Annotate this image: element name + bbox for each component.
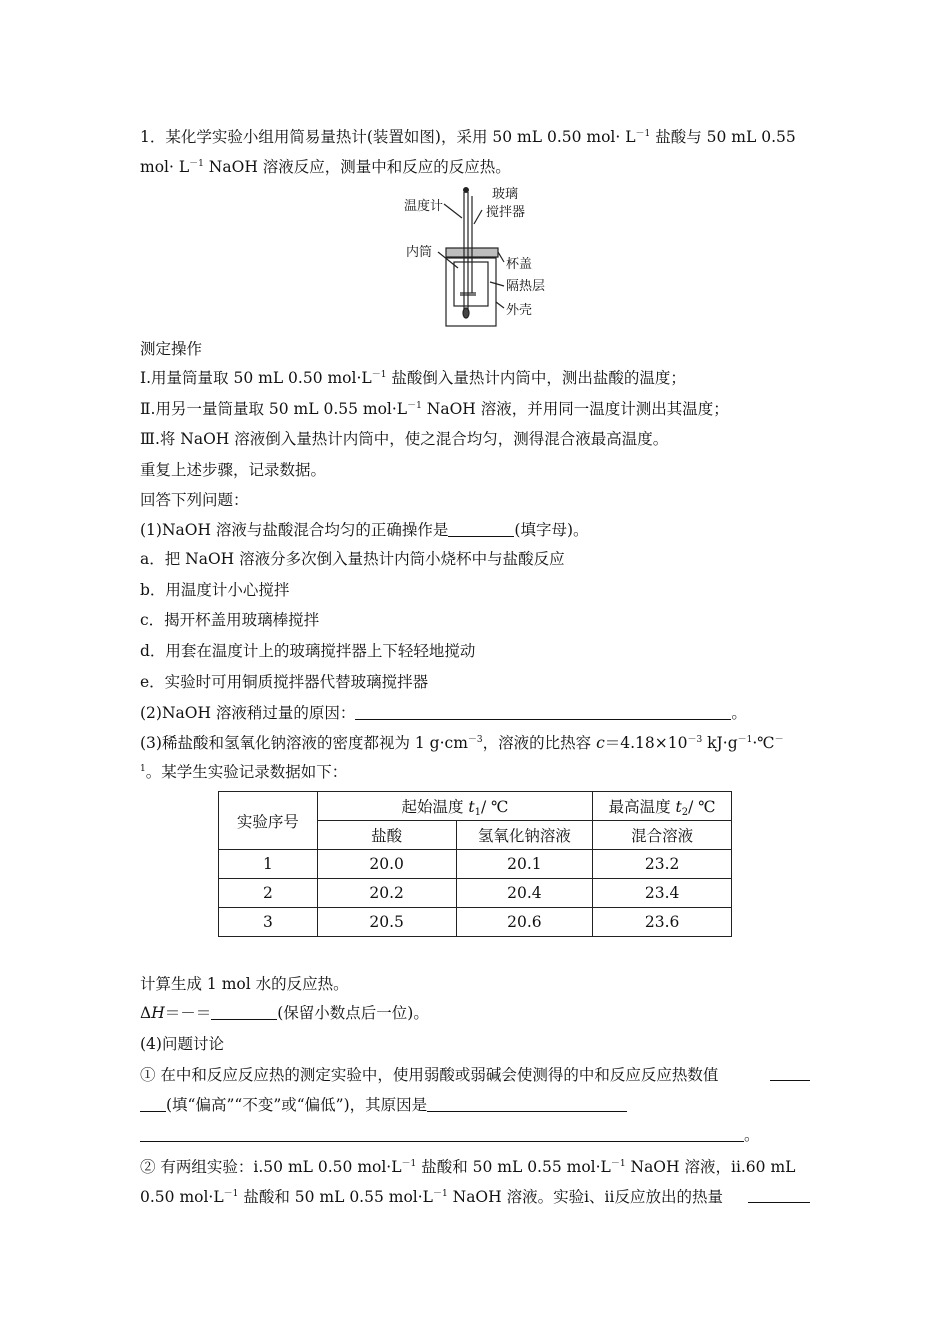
p1-option-b: b．用温度计小心搅拌 bbox=[140, 581, 290, 599]
p4-title: (4)问题讨论 bbox=[140, 1035, 224, 1053]
p3-line1: (3)稀盐酸和氢氧化钠溶液的密度都视为 1 $g\cdot cm^{-3}$，溶液的比热容 $c=4.18\times 10^{-3}$ $kJ\cdot g^{-1}\cdot℃^-$ bbox=[140, 734, 784, 752]
question-number: 1． bbox=[140, 128, 166, 146]
experiment-data-table bbox=[218, 791, 732, 937]
p4-q2-line1: ② 有两组实验：ⅰ.50 mL 0.50 $mol\cdot L^{-1}$ 盐酸和 50 mL 0.55 $mol\cdot L^{-1}$ NaOH 溶液，ⅱ.60 mL bbox=[140, 1158, 796, 1176]
p1-option-d: d．用套在温度计上的玻璃搅拌器上下轻轻地搅动 bbox=[140, 642, 476, 660]
p1-option-a: a．把 NaOH 溶液分多次倒入量热计内筒小烧杯中与盐酸反应 bbox=[140, 550, 565, 568]
answer-blank[interactable] bbox=[140, 1096, 166, 1112]
p4-q2-line2: 0.50 $mol\cdot L^{-1}$ 盐酸和 50 mL 0.55 $mol\cdot L^{-1}$ NaOH 溶液。实验ⅰ、ⅱ反应放出的热量 bbox=[140, 1187, 810, 1207]
table-cell: 2 bbox=[219, 879, 318, 908]
ops-answer: 回答下列问题： bbox=[140, 491, 249, 509]
label-inner-tube: 内筒 bbox=[406, 245, 433, 260]
p1-option-c: c．揭开杯盖用玻璃棒搅拌 bbox=[140, 611, 320, 629]
table-cell: 23.2 bbox=[593, 850, 732, 879]
label-stirrer-1: 玻璃 bbox=[492, 187, 519, 202]
p3-line2: $^1$。某学生实验记录数据如下： bbox=[140, 763, 348, 781]
p1-option-e: e．实验时可用铜质搅拌器代替玻璃搅拌器 bbox=[140, 673, 429, 691]
table-cell: 23.6 bbox=[593, 908, 732, 937]
header-max-temp: 最高温度 $t_2/$ ℃ bbox=[593, 792, 732, 821]
ops-step-1: Ⅰ.用量筒量取 50 mL 0.50 $mol\cdot L^{-1}$ 盐酸倒入量热计内筒中，测出盐酸的温度； bbox=[140, 369, 686, 387]
subheader-naoh: 氢氧化钠溶液 bbox=[456, 821, 593, 850]
p4-q1-line3: 。 bbox=[140, 1125, 760, 1145]
subheader-hcl: 盐酸 bbox=[317, 821, 456, 850]
calc-delta-h: ΔH＝－＝ (保留小数点后一位)。 bbox=[140, 1004, 429, 1022]
calc-text: 计算生成 1 mol 水的反应热。 bbox=[140, 975, 349, 993]
answer-blank[interactable] bbox=[211, 1004, 277, 1020]
p1-stem: (1)NaOH 溶液与盐酸混合均匀的正确操作是 (填字母)。 bbox=[140, 521, 589, 539]
calorimeter-diagram bbox=[398, 182, 558, 328]
table-row bbox=[219, 908, 732, 937]
answer-blank[interactable] bbox=[448, 521, 514, 537]
q1-intro-line1: 1．某化学实验小组用简易量热计(装置如图)，采用 50 mL 0.50 $mol\cdot L^{-1}$ 盐酸与 50 mL 0.55 bbox=[140, 128, 796, 146]
header-start-temp: 起始温度 $t_1/$ ℃ bbox=[317, 792, 592, 821]
table-cell: 20.6 bbox=[456, 908, 593, 937]
label-stirrer-2: 搅拌器 bbox=[486, 205, 526, 220]
header-serial: 实验序号 bbox=[219, 792, 318, 850]
table-cell: 20.2 bbox=[317, 879, 456, 908]
table-cell: 23.4 bbox=[593, 879, 732, 908]
p2-stem: (2)NaOH 溶液稍过量的原因： 。 bbox=[140, 704, 747, 722]
ops-repeat: 重复上述步骤，记录数据。 bbox=[140, 461, 327, 479]
label-insulation: 隔热层 bbox=[506, 279, 546, 294]
ops-step-3: Ⅲ.将 NaOH 溶液倒入量热计内筒中，使之混合均匀，测得混合液最高温度。 bbox=[140, 430, 669, 448]
q1-intro-line2: $mol\cdot L^{-1}$ NaOH 溶液反应，测量中和反应的反应热。 bbox=[140, 158, 511, 176]
table-cell: 20.1 bbox=[456, 850, 593, 879]
table-cell: 3 bbox=[219, 908, 318, 937]
table-cell: 20.5 bbox=[317, 908, 456, 937]
subheader-mix: 混合溶液 bbox=[593, 821, 732, 850]
label-shell: 外壳 bbox=[506, 303, 533, 318]
table-header-row bbox=[219, 792, 732, 821]
answer-blank[interactable] bbox=[355, 704, 731, 720]
table-cell: 20.0 bbox=[317, 850, 456, 879]
p4-q1-line1: ① 在中和反应反应热的测定实验中，使用弱酸或弱碱会使测得的中和反应反应热数值 bbox=[140, 1065, 810, 1085]
answer-blank[interactable] bbox=[748, 1187, 810, 1203]
label-lid: 杯盖 bbox=[506, 257, 533, 272]
answer-blank[interactable] bbox=[140, 1126, 744, 1142]
answer-blank[interactable] bbox=[770, 1065, 810, 1081]
table-cell: 20.4 bbox=[456, 879, 593, 908]
label-thermometer: 温度计 bbox=[404, 199, 444, 214]
table-row bbox=[219, 879, 732, 908]
table-cell: 1 bbox=[219, 850, 318, 879]
table-row bbox=[219, 850, 732, 879]
ops-step-2: Ⅱ.用另一量筒量取 50 mL 0.55 $mol\cdot L^{-1}$ NaOH 溶液，并用同一温度计测出其温度； bbox=[140, 400, 729, 418]
p4-q1-line2: (填“偏高”“不变”或“偏低”)，其原因是 bbox=[140, 1095, 627, 1115]
ops-title: 测定操作 bbox=[140, 340, 203, 358]
answer-blank[interactable] bbox=[427, 1096, 627, 1112]
